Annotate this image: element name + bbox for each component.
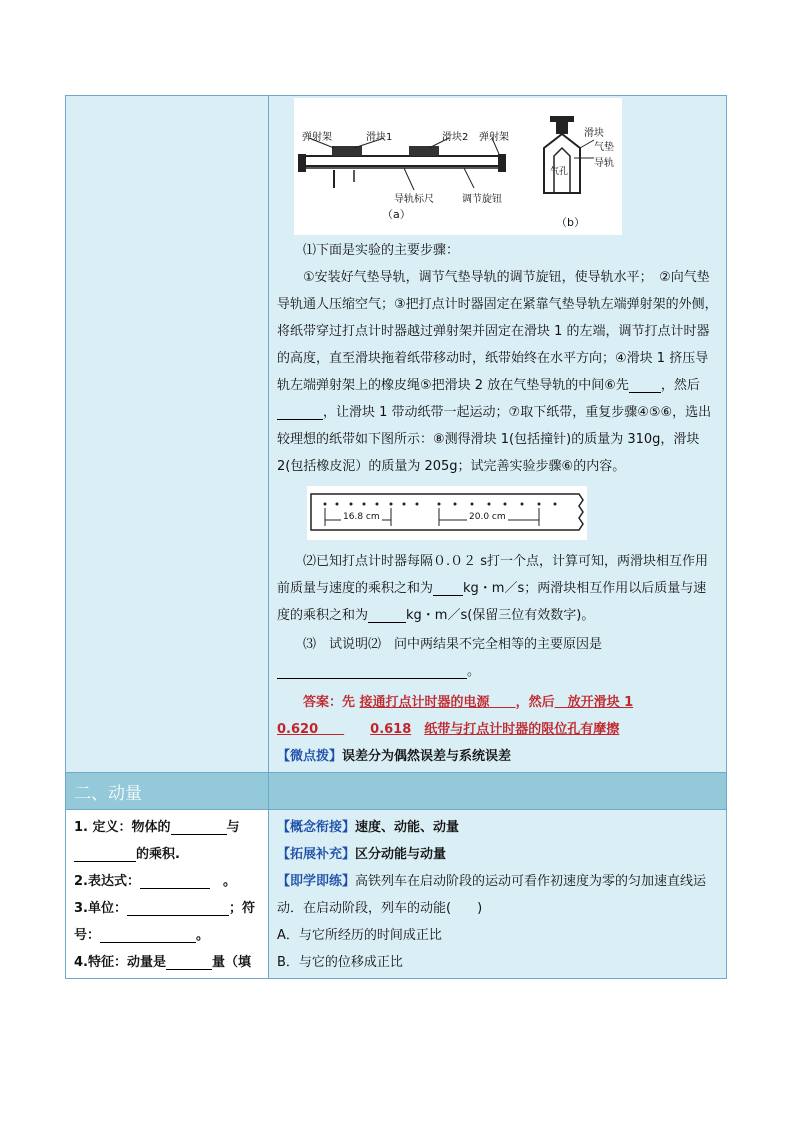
q3-end: 。 <box>467 664 481 679</box>
label-launcher-right: 弹射架 <box>479 132 509 143</box>
answer-mid: ，然后 <box>515 695 555 710</box>
label-slider1: 滑块1 <box>366 132 393 143</box>
document-table <box>65 95 727 979</box>
left-item-5: 号： 。 <box>74 928 210 943</box>
tip-text: 误差分为偶然误差与系统误差 <box>342 749 512 764</box>
blank-step6-then <box>277 406 323 420</box>
answer-prefix: 答案：先 <box>303 695 356 710</box>
concept-link: 【概念衔接】速度、动能、动量 <box>277 820 460 835</box>
tip-line <box>269 743 726 770</box>
momentum-row <box>66 810 726 978</box>
paper-tape-figure <box>307 486 587 540</box>
steps-text-2: ，然后 <box>660 378 700 393</box>
label-track-ruler: 导轨标尺 <box>394 194 434 205</box>
answer-5: 纸带与打点计时器的限位孔有摩擦 <box>424 722 620 737</box>
answer-line-2 <box>269 716 726 743</box>
blank-step6-first <box>629 379 661 393</box>
option-a[interactable]: A．与它所经历的时间成正比 <box>277 928 442 943</box>
steps-text-3: ，让滑块 1 带动纸带一起运动；⑦取下纸带，重复步骤④⑤⑥，选出较理想的纸带如下图所示：⑧测得滑块 1(包括撞针)的质量为 310g，滑块 2(包括橡皮泥）的质量为 205g；试完善实验步骤⑥的内容。 <box>277 405 712 474</box>
blank-q2-before <box>433 582 463 596</box>
option-b[interactable]: B．与它的位移成正比 <box>277 955 403 970</box>
blank-q3 <box>277 665 467 679</box>
q2-text-1: ⑵已知打点计时器每隔０.０２ s打一个点，计算可知，两滑块相互作用前质量与速度的乘积之和为 <box>277 554 709 596</box>
practice-question: 【即学即练】高铁列车在启动阶段的运动可看作初速度为零的匀加速直线运动．在启动阶段，列车的动能( ) <box>277 874 707 916</box>
left-item-4: 3.单位： ；符 <box>74 901 255 916</box>
momentum-right-cell <box>269 810 726 978</box>
momentum-left-cell <box>66 810 269 978</box>
left-empty-cell <box>66 96 269 772</box>
label-b-slider: 滑块 <box>584 128 604 139</box>
answer-line-1 <box>269 689 726 716</box>
label-knob: 调节旋钮 <box>462 194 502 205</box>
label-b-hole: 气孔 <box>550 167 569 177</box>
air-track-figure <box>294 98 622 235</box>
label-b-cushion: 气垫 <box>594 142 614 153</box>
tape-label-2: 20.0 cm <box>469 512 506 522</box>
q2-text-3: kg・m／s(保留三位有效数字)。 <box>406 608 595 623</box>
q2-paragraph <box>269 548 726 629</box>
tip-tag: 【微点拨】 <box>277 749 343 764</box>
answer-2: 放开滑块 1 <box>567 695 634 710</box>
q2-text-2: kg・m／s；两滑块相互作用以后质量与速度的乘积之和为 <box>277 581 707 623</box>
answer-3: 0.620 <box>277 722 319 737</box>
experiment-cell <box>269 96 726 772</box>
answer-1: 接通打点计时器的电源 <box>359 695 490 710</box>
q1-heading: ⑴下面是实验的主要步骤： <box>303 243 460 258</box>
q3-blank-line <box>269 658 726 685</box>
label-b-track: 导轨 <box>594 158 614 169</box>
section-right-empty <box>269 773 726 809</box>
q3-text: ⑶ 试说明⑵ 问中两结果不完全相等的主要原因是 <box>303 637 603 652</box>
left-item-3: 2.表达式： 。 <box>74 874 237 889</box>
blank-q2-after <box>368 609 406 623</box>
extension: 【拓展补充】区分动能与动量 <box>277 847 447 862</box>
caption-b: （b） <box>556 216 585 229</box>
label-launcher-left: 弹射架 <box>302 132 332 143</box>
q3-paragraph <box>269 631 726 658</box>
left-item-6: 4.特征：动量是 量（填 <box>74 955 251 970</box>
steps-text-1: ①安装好气垫导轨，调节气垫导轨的调节旋钮，使导轨水平； ②向气垫导轨通人压缩空气；③把打点计时器固定在紧靠气垫导轨左端弹射架的外侧，将纸带穿过打点计时器越过弹射架并固定在滑块 1 的左端，调节打点计时器的高度，直至滑块拖着纸带移动时，纸带始终在水平方向；④滑块 1 挤压导轨左端弹射架上的橡皮绳⑤把滑块 2 放在气垫导轨的中间⑥先 <box>277 270 718 393</box>
caption-a: （a） <box>382 208 411 221</box>
section-row <box>66 773 726 810</box>
answer-4: 0.618 <box>370 722 412 737</box>
steps-paragraph <box>269 264 726 480</box>
left-item-1: 1. 定义：物体的 与 <box>74 820 240 835</box>
section-title: 二、动量 <box>66 773 269 809</box>
tape-label-1: 16.8 cm <box>343 512 380 522</box>
label-slider2: 滑块2 <box>442 132 469 143</box>
experiment-row <box>66 96 726 773</box>
left-item-2: 的乘积. <box>66 841 268 868</box>
